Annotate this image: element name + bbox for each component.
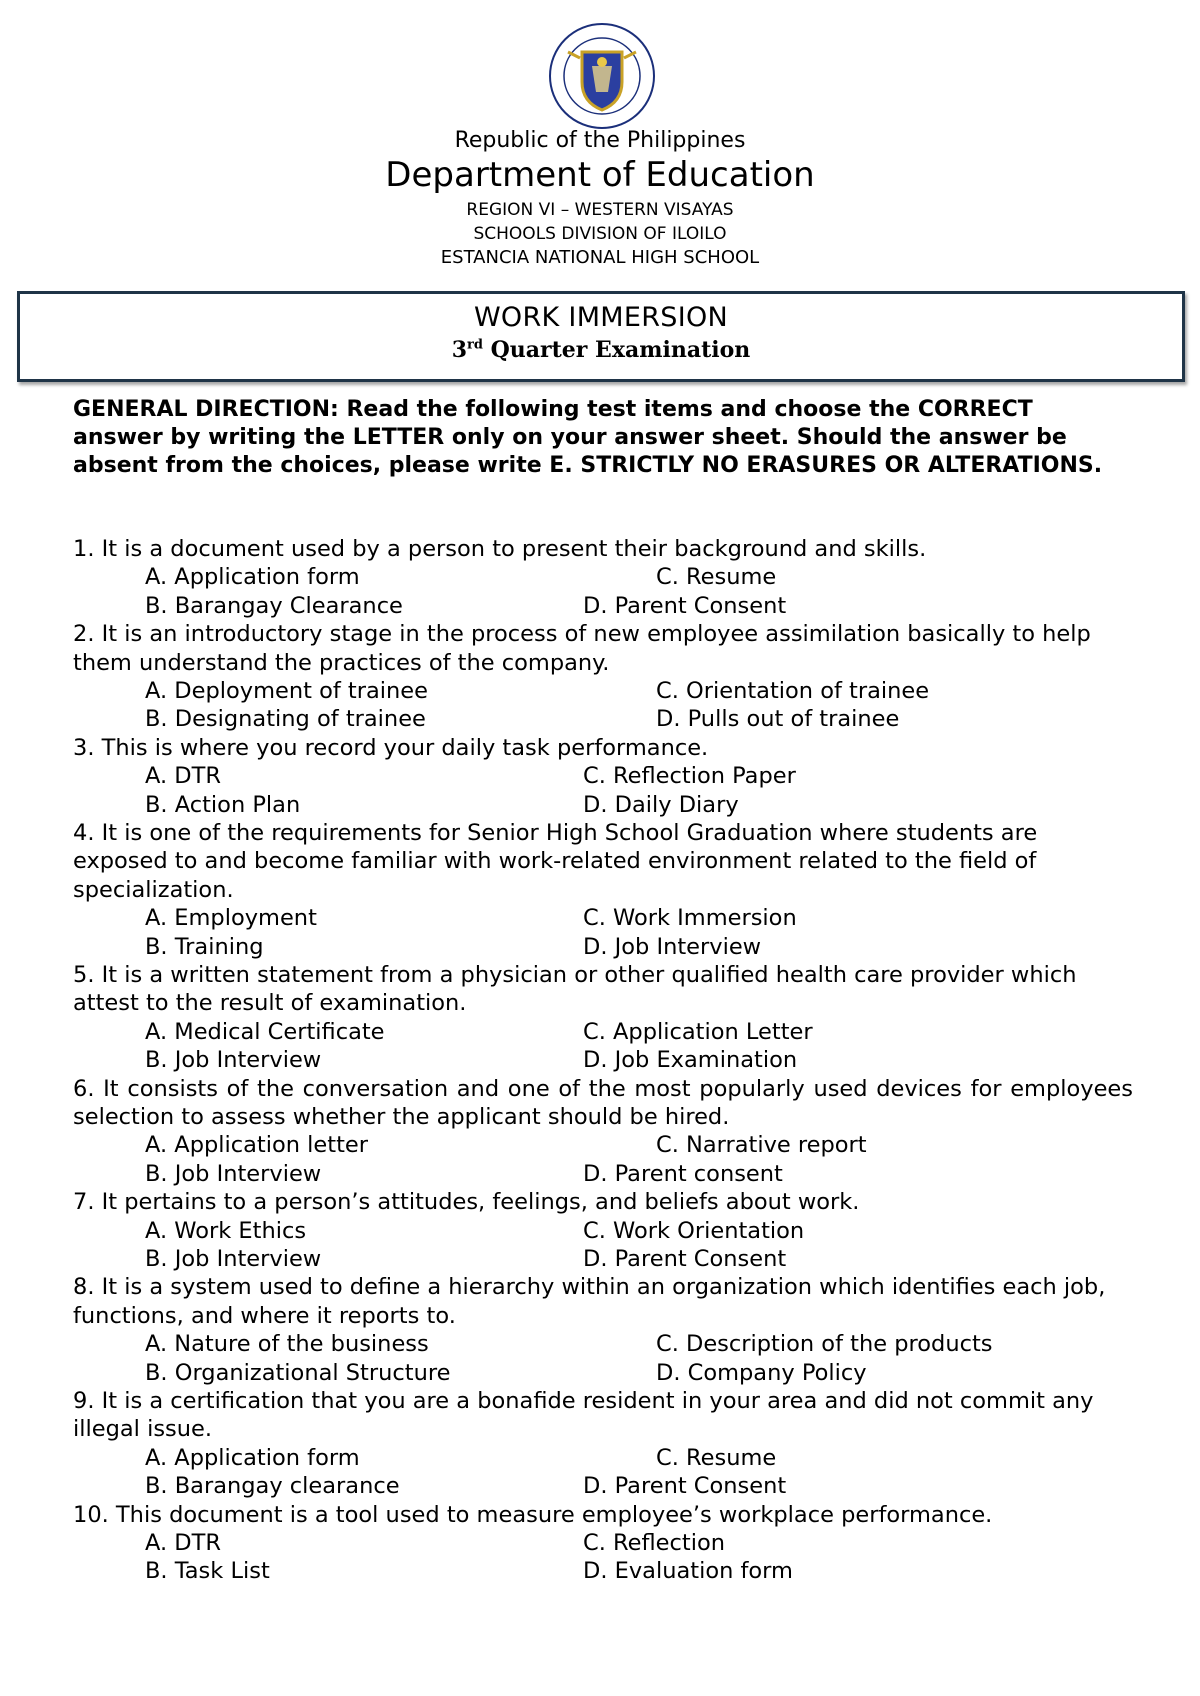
choice-row <box>73 1245 1133 1273</box>
question-9: 9. It is a certification that you are a bonafide resident in your area and did not commit any illegal issue. <box>73 1387 1094 1443</box>
choice-d: D. Company Policy <box>656 1359 867 1386</box>
choice-c: C. Work Immersion <box>583 905 797 932</box>
choice-c: C. Description of the products <box>656 1331 993 1358</box>
choice-c: C. Resume <box>656 1444 777 1471</box>
choice-c: C. Application Letter <box>583 1018 813 1045</box>
choice-a: A. Work Ethics <box>145 1217 307 1244</box>
choice-row <box>73 1160 1133 1188</box>
deped-seal <box>548 22 656 130</box>
choice-a: A. Employment <box>145 905 317 932</box>
quarter-number: 3 <box>451 337 468 363</box>
choice-row <box>73 1330 1133 1358</box>
choice-d: D. Daily Diary <box>583 791 739 818</box>
choice-c: C. Orientation of trainee <box>656 678 930 704</box>
choice-b: B. Barangay Clearance <box>145 592 403 619</box>
choice-row <box>73 1359 1133 1387</box>
general-direction: GENERAL DIRECTION: Read the following test items and choose the CORRECT answer by writing the LETTER only on your answer sheet. Should the answer be absent from the choices, please write E. STRICTLY NO ERASURES OR ALTERATIONS. <box>73 397 1103 478</box>
choice-row <box>73 762 1133 790</box>
deped-seal-icon <box>548 22 656 130</box>
choice-d: D. Parent Consent <box>583 1473 787 1500</box>
choice-a: A. Medical Certificate <box>145 1018 385 1045</box>
choice-row <box>73 1557 1133 1585</box>
exam-title-box <box>17 291 1185 382</box>
department-name: Department of Education <box>385 155 815 195</box>
choice-c: C. Resume <box>656 564 777 591</box>
choice-d: D. Pulls out of trainee <box>656 706 900 733</box>
choice-b: B. Training <box>145 933 264 960</box>
choice-b: B. Job Interview <box>145 1245 322 1272</box>
choice-row <box>73 1018 1133 1046</box>
choice-c: C. Reflection <box>583 1529 725 1556</box>
republic-line: Republic of the Philippines <box>454 128 746 153</box>
choice-row <box>73 933 1133 961</box>
question-3: 3. This is where you record your daily task performance. <box>73 734 709 761</box>
question-1: 1. It is a document used by a person to present their background and skills. <box>73 536 927 562</box>
question-6: 6. It consists of the conversation and one of the most popularly used devices for employees selection to assess whether the applicant should be hired. <box>73 1075 1133 1130</box>
choice-row <box>73 1217 1133 1245</box>
choice-b: B. Job Interview <box>145 1160 322 1187</box>
choice-row <box>73 705 1133 733</box>
subject-title: WORK IMMERSION <box>473 302 729 333</box>
question-2: 2. It is an introductory stage in the process of new employee assimilation basically to help them understand the practices of the company. <box>73 621 1091 676</box>
choice-row <box>73 1529 1133 1557</box>
choice-c: C. Reflection Paper <box>583 763 796 790</box>
question-5: 5. It is a written statement from a physician or other qualified health care provider which attest to the result of examination. <box>73 961 1077 1017</box>
quarter-text: Quarter Examination <box>482 337 751 363</box>
question-10: 10. This document is a tool used to measure employee’s workplace performance. <box>73 1501 993 1528</box>
school-name: ESTANCIA NATIONAL HIGH SCHOOL <box>440 247 760 268</box>
choice-row <box>73 1046 1133 1074</box>
region-line: REGION VI – WESTERN VISAYAS <box>466 200 734 220</box>
choice-row <box>73 1472 1133 1500</box>
choice-b: B. Designating of trainee <box>145 706 426 733</box>
choice-d: D. Job Interview <box>583 933 762 960</box>
choice-b: B. Task List <box>145 1558 270 1585</box>
choice-row <box>73 592 1133 620</box>
choice-d: D. Evaluation form <box>583 1558 793 1585</box>
choice-b: B. Action Plan <box>145 791 301 818</box>
choice-row <box>73 904 1133 932</box>
choice-d: D. Job Examination <box>583 1047 798 1074</box>
choice-a: A. Application letter <box>145 1132 369 1159</box>
choice-c: C. Narrative report <box>656 1132 867 1159</box>
choice-c: C. Work Orientation <box>583 1217 805 1244</box>
exam-title <box>20 337 1182 363</box>
choice-row <box>73 1131 1133 1159</box>
quarter-suffix: rd <box>467 337 483 353</box>
division-line: SCHOOLS DIVISION OF ILOILO <box>473 224 727 244</box>
choice-a: A. DTR <box>145 1529 222 1556</box>
choice-row <box>73 1444 1133 1472</box>
choice-a: A. Application form <box>145 1444 360 1471</box>
choice-d: D. Parent Consent <box>583 1245 787 1272</box>
question-7: 7. It pertains to a person’s attitudes, feelings, and beliefs about work. <box>73 1189 860 1216</box>
choice-d: D. Parent Consent <box>583 592 787 619</box>
question-8: 8. It is a system used to define a hierarchy within an organization which identifies each job, functions, and where it reports to. <box>73 1274 1106 1329</box>
question-list <box>73 535 1133 1586</box>
choice-a: A. DTR <box>145 763 222 790</box>
question-4: 4. It is one of the requirements for Senior High School Graduation where students are exposed to and become familiar with work-related environment related to the field of specialization. <box>73 819 1038 903</box>
choice-a: A. Nature of the business <box>145 1331 429 1358</box>
choice-b: B. Barangay clearance <box>145 1473 400 1500</box>
choice-row <box>73 791 1133 819</box>
choice-b: B. Job Interview <box>145 1047 322 1074</box>
choice-b: B. Organizational Structure <box>145 1359 451 1386</box>
choice-a: A. Application form <box>145 564 360 591</box>
choice-row <box>73 563 1133 591</box>
choice-row <box>73 677 1133 705</box>
choice-d: D. Parent consent <box>583 1160 783 1187</box>
choice-a: A. Deployment of trainee <box>145 678 428 704</box>
